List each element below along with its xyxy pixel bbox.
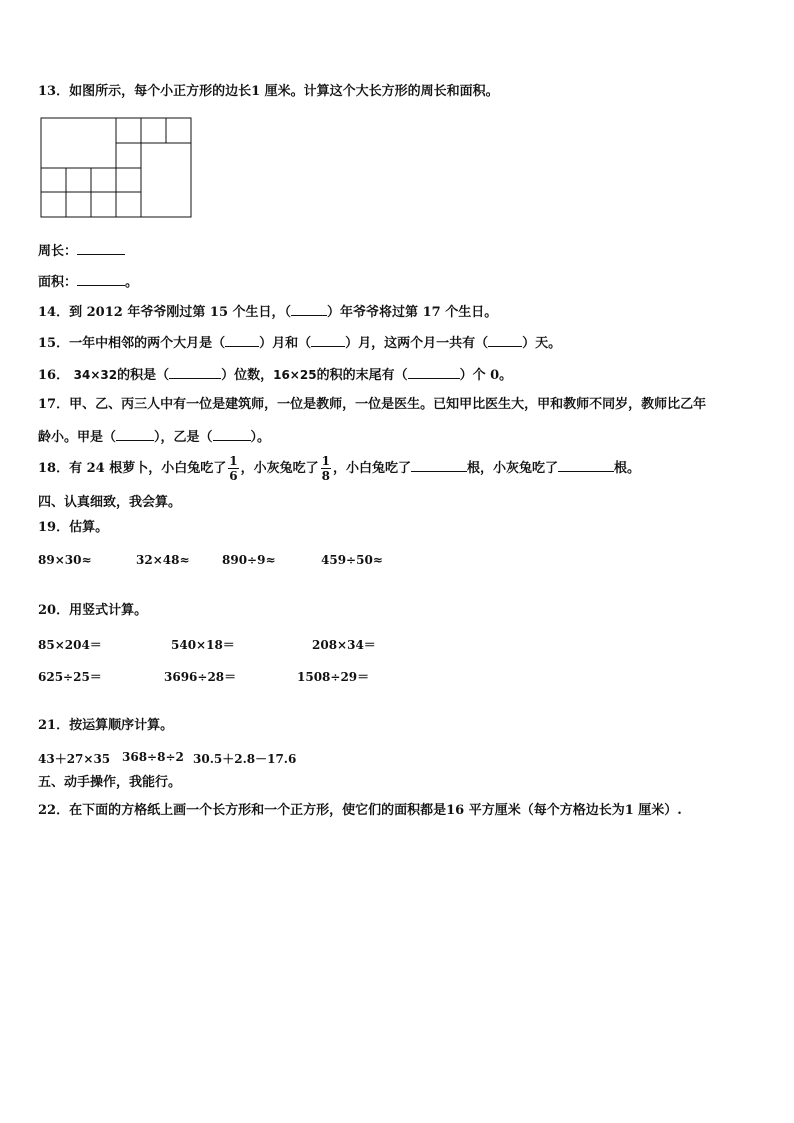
question-18: 18．有 24 根萝卜，小白兔吃了 $\frac{1}{6}$ ，小灰兔吃了 $\frac{1}{8}$ ，小白兔吃了 根，小灰兔吃了 根。 [38, 454, 641, 483]
order-calc-item: 43＋27×35 [38, 752, 111, 766]
question-text: 如图所示，每个小正方形的边长1 厘米。计算这个大长方形的周长和面积。 [69, 84, 499, 99]
question-20: 20．用竖式计算。 [38, 603, 148, 618]
rectangle-grid-figure [40, 117, 194, 219]
area-label: 面积： [38, 275, 78, 290]
area-blank[interactable] [77, 273, 125, 286]
area-line: 面积： 。 [38, 275, 139, 290]
vertical-calc-item: 208×34＝ [312, 638, 376, 652]
fraction-one-eighth: $\frac{1}{8}$ [321, 454, 331, 483]
section-heading-5: 五、动手操作，我能行。 [38, 775, 182, 790]
question-number: 13． [38, 84, 70, 99]
vertical-calc-item: 1508÷29＝ [297, 670, 370, 684]
answer-blank[interactable] [225, 334, 259, 347]
question-22: 22．在下面的方格纸上画一个长方形和一个正方形，使它们的面积都是16 平方厘米（每个方格边长为1 厘米）. [38, 803, 682, 818]
estimate-item: 89×30≈ [38, 553, 92, 567]
order-calc-item: 368÷8÷2 [122, 750, 184, 764]
answer-blank[interactable] [488, 334, 522, 347]
answer-blank[interactable] [311, 334, 345, 347]
vertical-calc-item: 540×18＝ [171, 638, 235, 652]
vertical-calc-item: 85×204＝ [38, 638, 102, 652]
question-17: 17．甲、乙、丙三人中有一位是建筑师，一位是教师，一位是医生。已知甲比医生大，甲和教师不同岁，教师比乙年 [38, 397, 707, 412]
question-21: 21．按运算顺序计算。 [38, 718, 174, 733]
fraction-one-sixth: $\frac{1}{6}$ [229, 454, 238, 483]
answer-blank[interactable] [213, 428, 251, 441]
perimeter-label: 周长： [38, 244, 78, 259]
answer-blank[interactable] [558, 459, 614, 472]
vertical-calc-item: 3696÷28＝ [164, 670, 237, 684]
question-15: 15．一年中相邻的两个大月是（ ）月和（ ）月，这两个月一共有（ ）天。 [38, 336, 562, 351]
expression: 34×32 [73, 368, 118, 382]
question-13 [38, 84, 499, 100]
answer-blank[interactable] [408, 366, 460, 379]
question-17-line2: 龄小。甲是（ ），乙是（ ）。 [38, 430, 271, 445]
estimate-item: 32×48≈ [136, 553, 190, 567]
vertical-calc-item: 625÷25＝ [38, 670, 102, 684]
question-14: 14．到 2012 年爷爷刚过第 15 个生日，（ ）年爷爷将过第 17 个生日。 [38, 305, 498, 320]
answer-blank[interactable] [169, 366, 221, 379]
answer-blank[interactable] [116, 428, 154, 441]
order-calc-item: 30.5＋2.8－17.6 [193, 752, 297, 766]
estimate-item: 459÷50≈ [321, 553, 383, 567]
perimeter-line [38, 242, 125, 260]
question-16: 16． 34×32的积是（ ）位数，16×25的积的末尾有（ ）个 0。 [38, 368, 513, 383]
perimeter-blank[interactable] [77, 242, 125, 255]
section-heading-4: 四、认真细致，我会算。 [38, 495, 182, 510]
expression: 16×25 [273, 368, 317, 382]
answer-blank[interactable] [291, 303, 327, 316]
answer-blank[interactable] [411, 459, 467, 472]
estimate-item: 890÷9≈ [222, 553, 276, 567]
question-19: 19．估算。 [38, 520, 109, 535]
